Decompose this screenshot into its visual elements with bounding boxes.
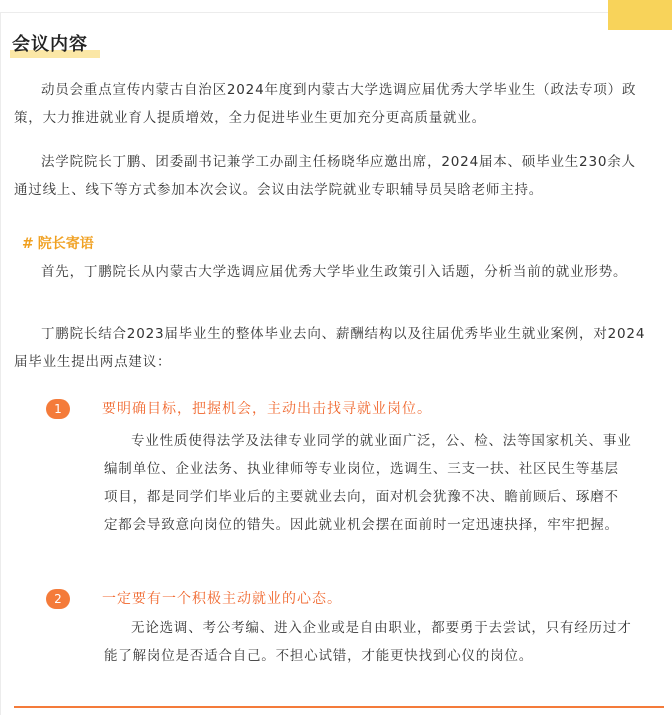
- point-body-1: 专业性质使得法学及法律专业同学的就业面广泛，公、检、法等国家机关、事业编制单位、企业法务、执业律师等专业岗位，选调生、三支一扶、社区民生等基层项目，都是同学们毕业后的主要就业去向，面对机会犹豫不决、瞻前顾后、琢磨不定都会导致意向岗位的错失。因此就业机会摆在面前时一定迅速抉择，牢牢把握。: [104, 433, 632, 533]
- number-badge-2: 2: [46, 589, 70, 609]
- hash-icon: #: [22, 236, 34, 252]
- paragraph-dean-2: 丁鹏院长结合2023届毕业生的整体毕业去向、薪酬结构以及往届优秀毕业生就业案例，对2024届毕业生提出两点建议：: [14, 326, 646, 370]
- point-title-2: 一定要有一个积极主动就业的心态。: [102, 591, 342, 607]
- corner-decoration: [608, 0, 672, 30]
- paragraph-dean-1: 首先，丁鹏院长从内蒙古大学选调应届优秀大学毕业生政策引入话题，分析当前的就业形势。: [41, 264, 628, 280]
- section-title-block: [12, 30, 88, 56]
- number-badge-1: 1: [46, 399, 70, 419]
- bottom-divider: [14, 706, 664, 708]
- point-title-1: 要明确目标，把握机会，主动出击找寻就业岗位。: [102, 401, 432, 417]
- section-title: 会议内容: [12, 34, 88, 55]
- paragraph-attendees: 法学院院长丁鹏、团委副书记兼学工办副主任杨晓华应邀出席，2024届本、硕毕业生230余人通过线上、线下等方式参加本次会议。会议由法学院就业专职辅导员吴晗老师主持。: [14, 154, 636, 198]
- subsection-heading: [22, 233, 94, 253]
- subsection-title: 院长寄语: [37, 236, 94, 252]
- paragraph-intro: 动员会重点宣传内蒙古自治区2024年度到内蒙古大学选调应届优秀大学毕业生（政法专项）政策，大力推进就业育人提质增效，全力促进毕业生更加充分更高质量就业。: [14, 82, 637, 126]
- point-body-2: 无论选调、考公考编、进入企业或是自由职业，都要勇于去尝试，只有经历过才能了解岗位是否适合自己。不担心试错，才能更快找到心仪的岗位。: [104, 620, 632, 664]
